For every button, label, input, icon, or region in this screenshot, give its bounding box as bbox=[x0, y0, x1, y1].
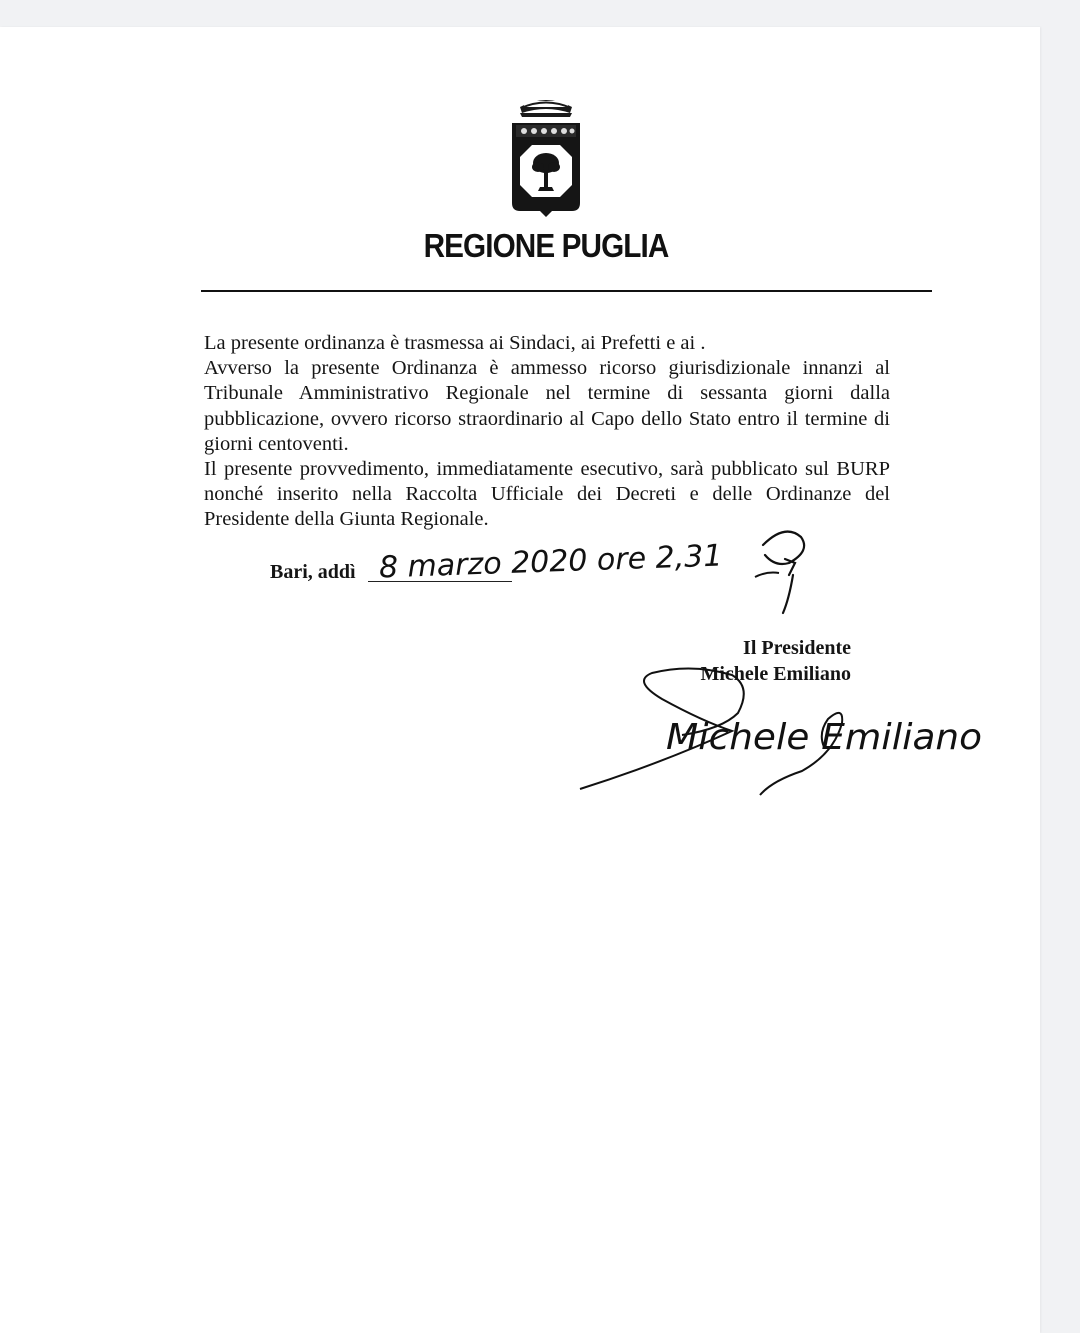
header-divider bbox=[201, 290, 932, 292]
document-page bbox=[0, 27, 1040, 1333]
signature-name: Michele Emiliano bbox=[700, 663, 851, 685]
signature-role: Il Presidente bbox=[743, 637, 851, 659]
paragraph-transmission: La presente ordinanza è trasmessa ai Sindaci, ai Prefetti e ai . bbox=[204, 332, 706, 354]
handwritten-date-text: 8 marzo 2020 ore 2,31 bbox=[378, 538, 723, 586]
handwritten-signature bbox=[572, 663, 992, 803]
date-label: Bari, addì bbox=[270, 561, 356, 583]
region-title: REGIONE PUGLIA bbox=[423, 227, 669, 264]
paragraph-appeal: Avverso la presente Ordinanza è ammesso ricorso giurisdizionale innanzi al Tribunale Amministrativo Regionale nel termine di sessanta giorni dalla pubblicazione, ovvero ricorso straordinario al Capo dello Stato entro il termine di giorni centoventi. bbox=[204, 357, 890, 455]
ordinance-body bbox=[204, 331, 890, 533]
regione-puglia-crest-icon bbox=[506, 95, 586, 217]
paragraph-publication: Il presente provvedimento, immediatamente esecutivo, sarà pubblicato sul BURP nonché inserito nella Raccolta Ufficiale dei Decreti e delle Ordinanze del Presidente della Giunta Regionale. bbox=[204, 458, 890, 531]
handwritten-date bbox=[365, 515, 825, 625]
signature-scrawl: Michele Emiliano bbox=[666, 717, 982, 758]
